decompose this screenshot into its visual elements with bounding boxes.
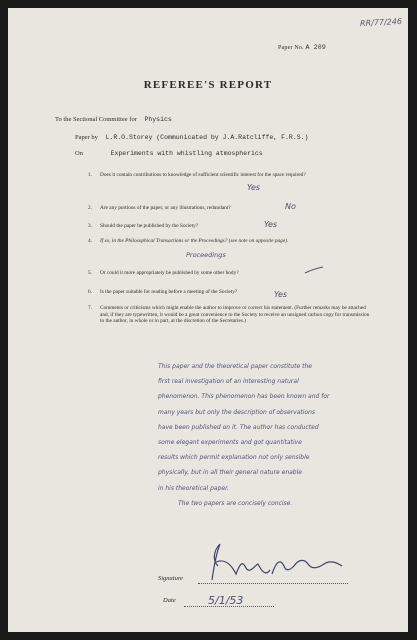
comment-line: in his theoretical paper. [158, 484, 229, 492]
archive-reference: RR/77/246 [359, 16, 403, 29]
question-6: 6. Is the paper suitable for reading before a meeting of the Society? [88, 289, 238, 295]
question-2: 2. Are any portions of the paper, or any illustrations, redundant? [88, 205, 231, 211]
dash-mark-icon [303, 266, 325, 276]
answer-2: No [285, 202, 296, 211]
paper-number [278, 44, 326, 51]
comment-line: have been published on it. The author has conducted [158, 423, 319, 431]
handwritten-signature [206, 536, 346, 586]
comment-line: physically, but in all their general nature enable [158, 469, 302, 477]
question-text: Does it contain contributions to knowledge of sufficient scientific interest for the space required? [100, 172, 306, 178]
committee-label: To the Sectional Committee for [55, 116, 137, 123]
comment-line: first real investigation of an interesting natural [158, 378, 299, 386]
answer-4: Proceedings [186, 251, 226, 259]
referee-report-form [8, 8, 408, 632]
comment-line: results which permit explanation not only sensible [158, 454, 310, 462]
question-4: 4. If so, in the Philosophical Transactions or the Proceedings? (see note on opposite page). [88, 238, 289, 244]
date-value: 5/1/53 [208, 594, 244, 607]
question-text: Is the paper suitable for reading before a meeting of the Society? [100, 289, 238, 295]
comment-line: phenomenon. This phenomenon has been known and for [158, 393, 330, 401]
paper-number-label: Paper No. [277, 45, 304, 51]
question-text: If so, in the Philosophical Transactions or the Proceedings? (see note on opposite page). [100, 238, 289, 244]
author-field [75, 134, 308, 141]
question-text: Should the paper be published by the Society? [100, 223, 199, 229]
date-label: Date [163, 597, 176, 604]
committee-field [55, 116, 172, 123]
page-title: REFEREE'S REPORT [143, 79, 273, 91]
question-text: Comments or criticisms which might enable the author to improve or correct his statement. (Further remarks may be attached and, if they are typewritten, it would be a great convenience to the Society to receive an unsigned carbon copy for transmission to the author, in whole or in part, at the discretion of the Secretaries.) [100, 305, 370, 325]
question-3: 3. Should the paper be published by the Society? [88, 223, 199, 229]
comment-line: some elegant experiments and got quantitative [158, 439, 302, 447]
committee-value: Physics [144, 116, 172, 123]
comment-line: The two papers are concisely concise. [178, 499, 293, 507]
question-text: Or could it more appropriately be published by some other body? [100, 270, 239, 276]
answer-3: Yes [264, 220, 278, 229]
paper-number-value: A 209 [305, 44, 326, 51]
paper-by-label: Paper by [75, 134, 98, 141]
referee-comments [158, 359, 368, 511]
question-7: 7. Comments or criticisms which might enable the author to improve or correct his statement. (Further remarks may be attached and, if they are typewritten, it would be a great convenience to the Society to receive an unsigned carbon copy for transmission to the author, in whole or in part, at the discretion of the Secretaries.) [88, 305, 370, 325]
on-label: On [75, 150, 83, 157]
answer-1: Yes [247, 183, 261, 192]
question-1: 1. Does it contain contributions to knowledge of sufficient scientific interest for the space required? [88, 172, 306, 178]
paper-by-value: L.R.O.Storey (Communicated by J.A.Ratcliffe, F.R.S.) [105, 134, 309, 141]
subject-field [75, 150, 263, 157]
comment-line: many years but only the description of observations [158, 408, 315, 416]
on-value: Experiments with whistling atmospherics [110, 150, 263, 157]
comment-line: This paper and the theoretical paper constitute the [158, 363, 312, 370]
question-text: Are any portions of the paper, or any illustrations, redundant? [100, 205, 231, 211]
signature-label: Signature [158, 575, 184, 582]
answer-6: Yes [274, 290, 288, 299]
question-5: 5. Or could it more appropriately be published by some other body? [88, 270, 239, 276]
